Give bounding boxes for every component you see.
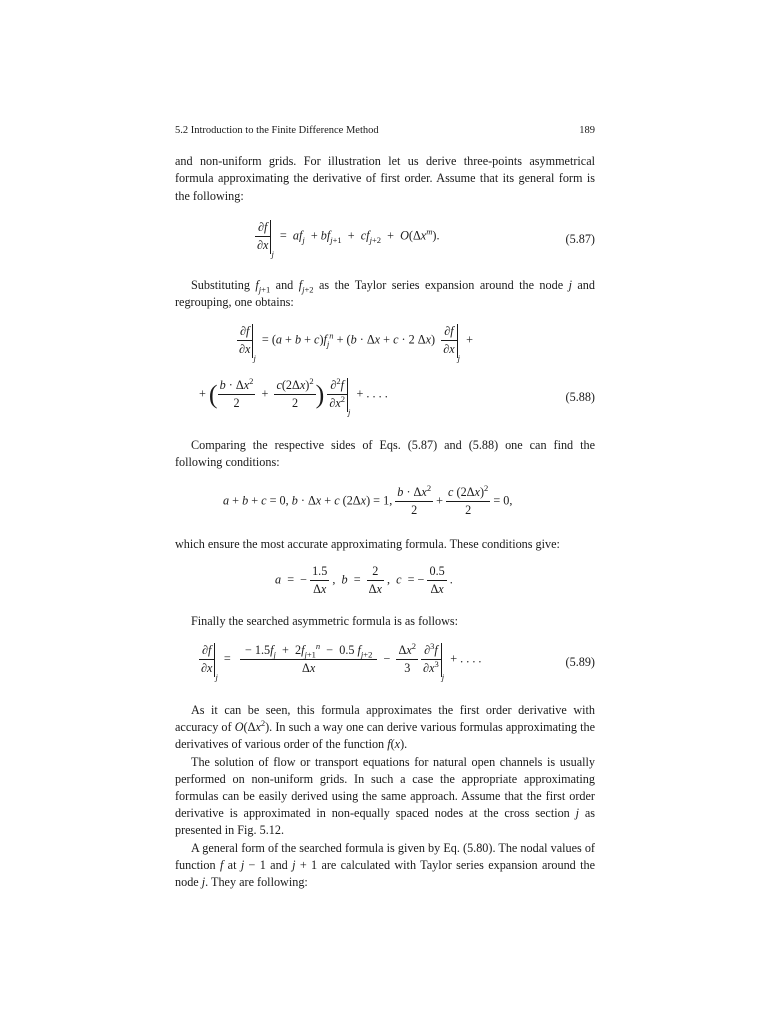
equation-5-89: $\frac{\partial f}{\partial x}$ $_j$ = $\frac{- 1.5f_j + 2f_{j+1}^n - 0.5 f_{j+2}}{\Delta x}$ − $\frac{\Delta x^2}{3}$ $\frac{\partial^3f}{\partial x^3}$ $_j$ + . . . . (5.89) <box>201 640 595 682</box>
equation-number-5-87: (5.87) <box>565 231 595 246</box>
equation-5-88-line2: + ( $\frac{b \cdot \Delta x^2}{2}$ + $\frac{c(2\Delta x)^2}{2}$ ) $\frac{\partial^2f}{\partial x^2}$ $_j$ + . . . . (5.88) <box>199 376 595 418</box>
paragraph-4: which ensure the most accurate approximating formula. These conditions give: <box>175 536 560 551</box>
paragraph-3: Comparing the respective sides of Eqs. (5.87) and (5.88) one can find the following conditions: <box>175 438 595 470</box>
coefficients-equation: a = − $\frac{1.5}{\Delta x}$ , b = $\frac{2}{\Delta x}$ , c = − $\frac{0.5}{\Delta x}$ . <box>275 563 453 597</box>
page-body <box>175 122 595 891</box>
equation-number-5-89: (5.89) <box>565 655 595 670</box>
equation-number-5-88: (5.88) <box>565 390 595 405</box>
paragraph-2: Substituting $f_{j+1}$ and $f_{j+2}$ as the Taylor series expansion around the node j and regrouping, one obtains: <box>175 277 595 310</box>
header-section: 5.2 Introduction to the Finite Difference Method <box>175 125 379 136</box>
paragraph-8: A general form of the searched formula is given by Eq. (5.80). The nodal values of function f at j − 1 and j + 1 are calculated with Taylor series expansion around the node j. They are following: <box>175 840 596 890</box>
running-header <box>175 122 595 139</box>
paragraph-6: As it can be seen, this formula approximates the first order derivative with accuracy of $O(\Delta x^2)$. In such a way one can derive various formulas approximating the derivatives of various order of the function f(x). <box>175 703 595 752</box>
equation-5-88-line1: $\frac{\partial f}{\partial x}$ $_j = (a + b + c)f_j^n + (b \cdot \Delta x + c \cdot 2$ Δx) $\frac{\partial f}{\partial x}$ $_j$ + <box>239 324 473 364</box>
conditions-equation: a + b + c = 0, b · Δx + c (2Δx) = 1, $\frac{b \cdot \Delta x^2}{2}$ + $\frac{c (2\Delta x)^2}{2}$ = 0, <box>223 482 513 517</box>
paragraph-5: Finally the searched asymmetric formula is as follows: <box>191 613 459 628</box>
equation-5-87: $\frac{\partial f}{\partial x}$ $_j = af_j + bf_{j+1} + cf_{j+2} + O(\Delta x^m)$. (5.87) <box>257 219 595 259</box>
paragraph-1: and non-uniform grids. For illustration let us derive three-points asymmetrical formula approximating the derivative of first order. Assume that its general form is the following: <box>175 154 595 203</box>
header-page-number: 189 <box>579 125 595 136</box>
paragraph-7: The solution of flow or transport equations for natural open channels is usually performed on non-uniform grids. In such a case the appropriate approximating formulas can be easily derived using the same approach. Assume that the first order derivative is approximated in non-equally spaced nodes at the cross section j as presented in Fig. 5.12. <box>175 754 596 838</box>
